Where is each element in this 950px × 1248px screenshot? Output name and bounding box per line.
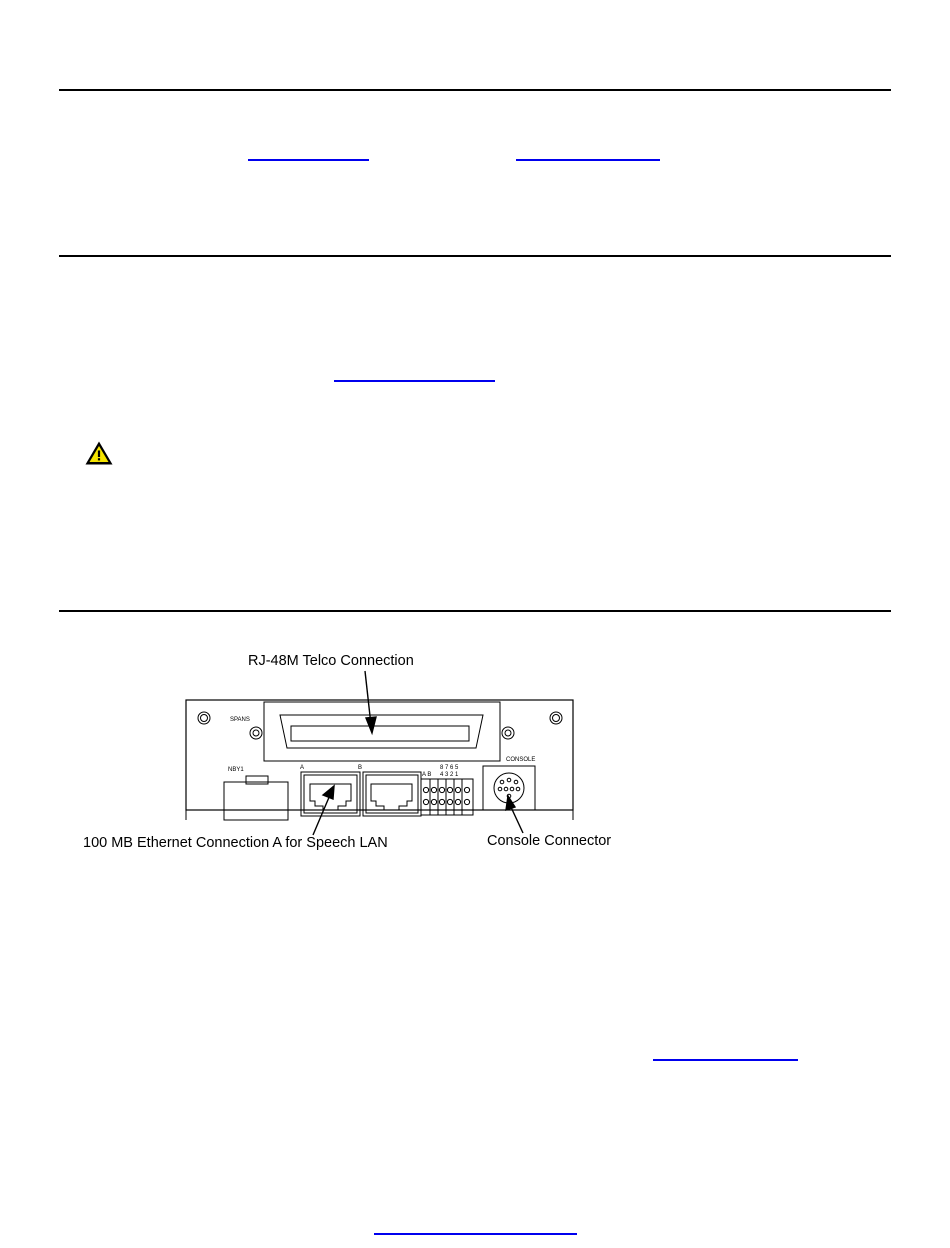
screw-left-icon [198,712,210,724]
rear-panel-figure [78,645,623,860]
telco-screw-left-icon [250,727,262,739]
nbyi-label: NBY1 [228,767,244,773]
footer-link[interactable] [374,1233,577,1235]
led-top-label: 8 7 6 5 [440,765,459,771]
led-mid-label: 4 3 2 1 [440,772,459,778]
cross-reference-link-4[interactable] [653,1059,798,1061]
cross-reference-link-2[interactable] [516,159,660,161]
telco-connector-slot [291,726,469,741]
port-a-label: A [300,765,305,771]
section-divider-3 [59,610,891,612]
section-divider-1 [59,89,891,91]
telco-connector-body [280,715,483,748]
console-panel-label: CONSOLE [506,757,536,763]
telco-connection-label: RJ-48M Telco Connection [248,653,414,669]
cross-reference-link-3[interactable] [334,380,495,382]
port-b-label: B [358,765,363,771]
screw-right-icon [550,712,562,724]
nbyi-module [224,782,288,820]
section-divider-2 [59,255,891,257]
spans-label: SPANS [230,717,250,723]
console-connector-label: Console Connector [487,833,612,849]
cross-reference-link-1[interactable] [248,159,369,161]
ethernet-connection-label: 100 MB Ethernet Connection A for Speech LAN [83,835,388,851]
rear-panel-diagram [78,645,623,860]
telco-screw-right-icon [502,727,514,739]
warning-triangle-icon [84,440,114,466]
telco-connector-frame [264,702,500,761]
led-ab-label: A B [422,772,432,778]
